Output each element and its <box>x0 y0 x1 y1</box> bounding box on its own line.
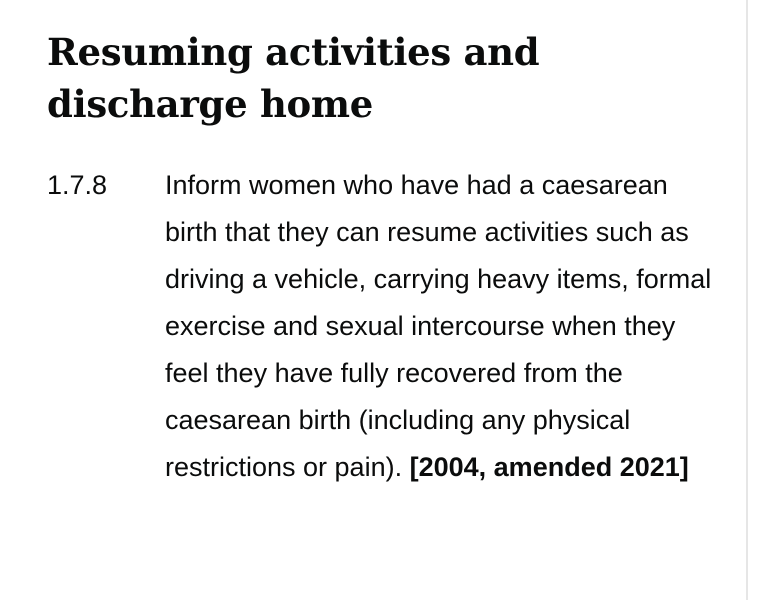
recommendation-number: 1.7.8 <box>47 170 108 200</box>
recommendation-body <box>165 162 725 491</box>
recommendation-text: Inform women who have had a caesarean birth that they can resume activities such as driving a vehicle, carrying heavy items, formal exercise and sexual intercourse when they feel they have fully recovered from the caesarean birth (including any physical restrictions or pain). <box>165 170 712 482</box>
section-heading: Resuming activities and discharge home <box>47 30 540 126</box>
recommendation-citation: [2004, amended 2021] <box>409 452 689 482</box>
